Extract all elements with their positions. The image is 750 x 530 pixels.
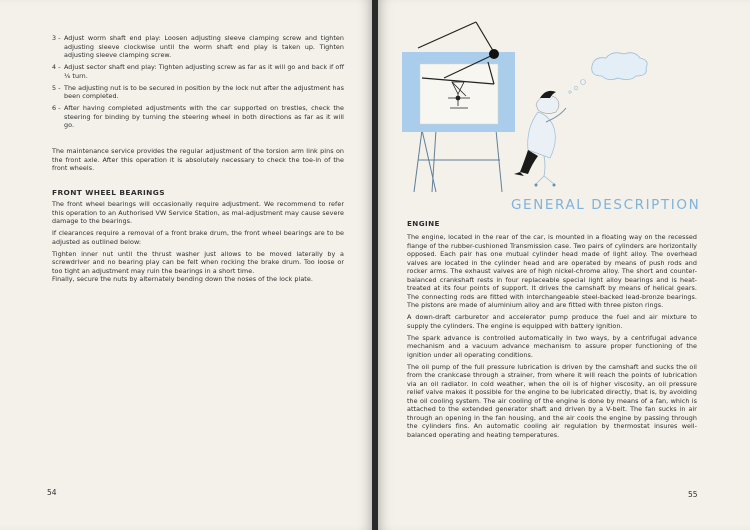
drafting-board-illustration (378, 0, 750, 200)
page-number-left: 54 (47, 488, 57, 497)
front-wheel-bearings-body (52, 200, 344, 287)
step-text: Adjust sector shaft end play: Tighten adjusting screw as far as it will go and back if off ¹⁄₆ turn. (64, 63, 344, 80)
paragraph: The engine, located in the rear of the car, is mounted in a floating way on the recessed flange of the rubber-cushioned Transmission case. Two pairs of cylinders are horizontally opposed. Each pair has one mutual cylinder head made of light alloy. The overhead valves are located in the cylinder head and are operated by means of push rods and rocker arms. The exhaust valves are of high nickel-chrome alloy. The short and counter-balanced crankshaft rests in four replaceable special light alloy bearings and is heat-treated at its four points of support. It drives the camshaft by means of helical gears. The connecting rods are fitted with interchangeable steel-backed lead-bronze bearings. The pistons are made of aluminium alloy and are fitted with three piston rings. (407, 233, 697, 309)
front-wheel-bearings-heading: FRONT WHEEL BEARINGS (52, 188, 165, 197)
draftsman-figure (514, 91, 566, 187)
paragraph: If clearances require a removal of a front brake drum, the front wheel bearings are to be adjusted as outlined below: (52, 229, 344, 246)
paper-sheet (420, 64, 498, 124)
paragraph: A down-draft carburetor and accelerator pump produce the fuel and air mixture to supply the cylinders. The engine is equipped with battery ignition. (407, 313, 697, 330)
adjustment-steps (52, 34, 344, 133)
machine-knob (489, 49, 499, 59)
right-page (378, 0, 750, 530)
paragraph: The oil pump of the full pressure lubrication is driven by the camshaft and sucks the oil from the crankcase through a strainer, from where it will reach the points of lubrication via an oil radiator. In cold weather, when the oil is of higher viscosity, an oil pressure relief valve makes it possible for the engine to be lubricated directly, that is, by avoiding the oil cooling system. The air cooling of the engine is done by means of a fan, which is attached to the extended generator shaft and driven by a V-belt. The fan sucks in air through an opening in the fan housing, and the air cools the engine by passing through the cylinders fins. An automatic cooling air regulation by thermostat insures well-balanced operating and heating temperatures. (407, 362, 697, 439)
paragraph: The maintenance service provides the regular adjustment of the torsion arm link pins on the front axle. After this operation it is absolutely necessary to check the toe-in of the front wheels. (52, 147, 344, 172)
page-number-right: 55 (688, 490, 698, 499)
thought-cloud (592, 53, 647, 80)
left-page (0, 0, 372, 530)
engine-heading: ENGINE (407, 219, 440, 228)
engine-body (407, 233, 697, 443)
maintenance-paragraph (52, 147, 344, 176)
easel-legs (414, 130, 502, 192)
step-number: 6 - (52, 104, 61, 112)
paragraph: Tighten inner nut until the thrust washer just allows to be moved laterally by a screwdriver and no bearing play can be felt when rocking the brake drum. Too loose or too tight an adjustment may ruin the bearings in a short time. Finally, secure the nuts by alternately bending down the noses of the lock plate. (52, 249, 344, 283)
step-number: 5 - (52, 83, 61, 92)
list-item (52, 34, 344, 60)
step-text: The adjusting nut is to be secured in position by the lock nut after the adjustment has been completed. (64, 83, 344, 100)
step-text: After having completed adjustments with the car supported on trestles, check the steering for binding by turning the steering wheel in both directions as far as it will go. (64, 104, 344, 129)
step-text: Adjust worm shaft end play: Loosen adjusting sleeve clamping screw and tighten adjusting sleeve clockwise until the worm shaft end play is taken up. Tighten adjusting sleeve clamping screw. (64, 34, 344, 59)
list-item (52, 84, 344, 101)
step-number: 3 - (52, 34, 61, 42)
list-item (52, 63, 344, 80)
page-title: GENERAL DESCRIPTION (511, 197, 701, 213)
step-number: 4 - (52, 63, 61, 71)
list-item (52, 104, 344, 130)
thought-bubbles (569, 80, 586, 94)
paragraph: The front wheel bearings will occasionally require adjustment. We recommend to refer this operation to an Authorised VW Service Station, as mal-adjustment may cause severe damage to the bearings. (52, 200, 344, 225)
paragraph: The spark advance is controlled automatically in two ways, by a centrifugal advance mechanism and a vacuum advance mechanism to assure proper functioning of the ignition under all operating conditions. (407, 333, 697, 359)
